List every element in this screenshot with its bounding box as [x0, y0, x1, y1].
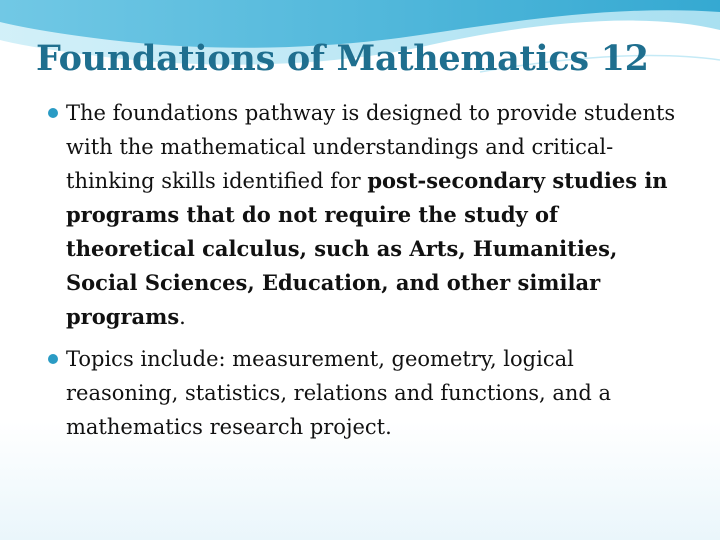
- bullet-text-bold: post-secondary studies in programs that do not require the study of theoretical calculus, such as Arts, Humanities, Social Sciences, Education, and other similar programs: [66, 168, 668, 329]
- bullet-dot-icon: [48, 354, 58, 364]
- bullet-item-topics: [48, 342, 688, 444]
- bullet-text-plain: The foundations pathway is designed to provide students with the mathematical understandings and critical-thinking skills identified for: [66, 101, 676, 193]
- bullet-item-pathway-description: [48, 96, 688, 334]
- bullet-list: [48, 96, 688, 452]
- bullet-text-topics: Topics include: measurement, geometry, logical reasoning, statistics, relations and functions, and a mathematics research project.: [66, 347, 612, 439]
- slide-title: Foundations of Mathematics 12: [36, 38, 649, 79]
- bullet-text-end: .: [179, 305, 186, 329]
- bullet-dot-icon: [48, 108, 58, 118]
